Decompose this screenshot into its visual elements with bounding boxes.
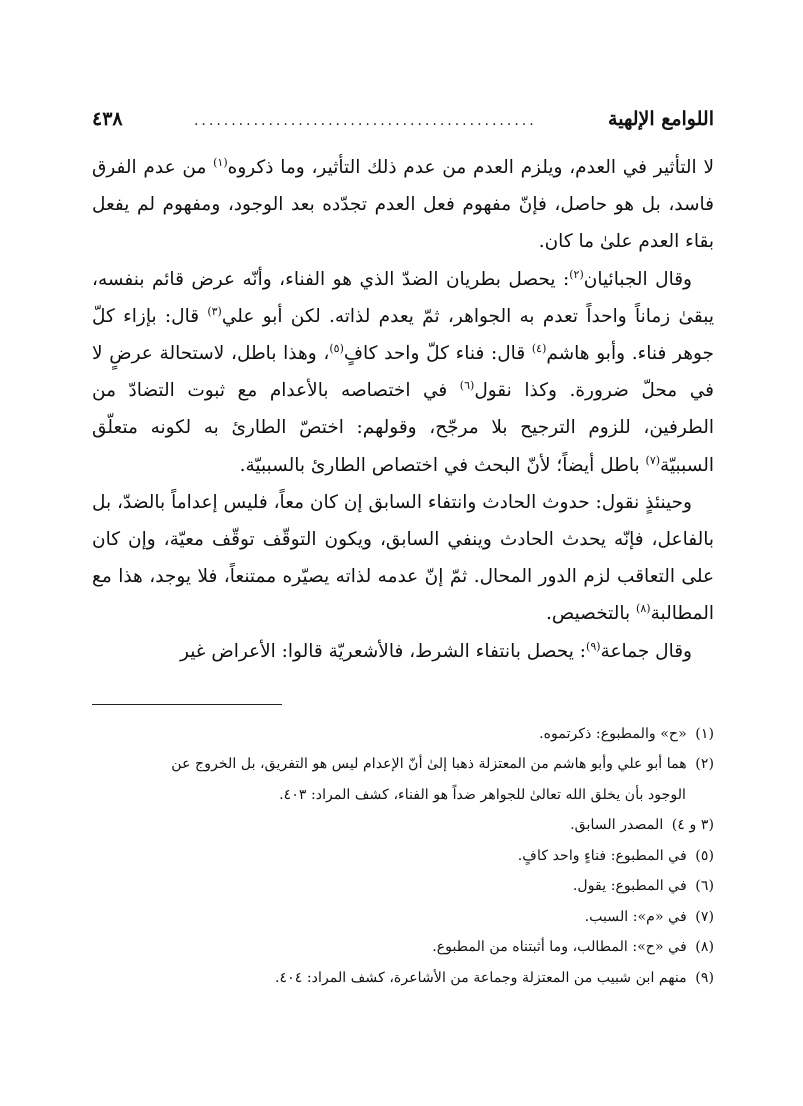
paragraph	[92, 261, 714, 484]
paragraph	[92, 633, 714, 670]
book-page	[92, 108, 714, 993]
paragraph-text: قال: بإزاء كلّ جوهر فناء. وأبو هاشم	[92, 305, 714, 365]
footnote-ref: (١)	[213, 155, 228, 169]
footnote-ref: (٦)	[459, 379, 475, 393]
paragraph-text: وقال جماعة	[600, 640, 692, 662]
paragraph-text: في اختصاصه بالأعدام مع ثبوت التضادّ من الطرفين، للزوم الترجيح بلا مرجّح، وقولهم: اختصّ الطارئ به لكونه متعلّق السببيّة	[92, 380, 714, 476]
paragraph-text: : يحصل بانتفاء الشرط، فالأشعريّة قالوا: الأعراض غير	[180, 640, 587, 662]
footnote-ref: (٥)	[329, 341, 344, 355]
footnotes	[92, 719, 714, 994]
footnote-separator	[92, 704, 282, 705]
paragraph-text: باطل أيضاً؛ لأنّ البحث في اختصاص الطارئ بالسببيّة.	[239, 454, 646, 476]
paragraph-text: من عدم الفرق فاسد، بل هو حاصل، فإنّ مفهوم فعل العدم تجدّده بعد الوجود، ومفهوم لم يفعل بقاء العدم علىٰ ما كان.	[92, 157, 714, 253]
page-header	[92, 108, 714, 139]
footnote-number: (٣ و ٤)	[671, 817, 714, 834]
footnote-number: (٨)	[695, 939, 714, 956]
footnote	[92, 871, 714, 902]
footnote-number: (٥)	[695, 847, 714, 864]
footnote-ref: (٢)	[569, 267, 584, 281]
footnote-number: (٩)	[695, 969, 714, 986]
footnote	[92, 810, 714, 841]
header-leader-dots: ..............................................	[193, 113, 537, 129]
footnote	[92, 932, 714, 963]
footnote	[92, 902, 714, 933]
footnote	[92, 963, 714, 994]
footnote-ref: (٧)	[645, 453, 661, 467]
paragraph-text: بالتخصيص.	[546, 603, 637, 625]
footnote-number: (٢)	[695, 756, 714, 773]
paragraph-text: وحينئذٍ نقول: حدوث الحادث وانتفاء السابق إن كان معاً، فليس إعداماً بالضدّ، بل بالفاعل، فإنّه يحدث الحادث وينفي السابق، ويكون التوقّف توقّف معيّة، وإن كان على التعاقب لزم الدور المحال. ثمّ إنّ عدمه لذاته يصيّره ممتنعاً، فلا يوجد، هذا مع المطالبة	[92, 491, 714, 625]
main-text	[92, 149, 714, 670]
footnote-text: في المطبوع: فناءٍ واحد كافٍ.	[517, 847, 692, 864]
footnote-text: في «ح»: المطالب، وما أثبتناه من المطبوع.	[432, 939, 692, 956]
paragraph-text: ، وهذا باطل، لاستحالة عرضٍ لا في محلّ ضرورة. وكذا نقول	[92, 343, 714, 402]
page-number: ٤٣٨	[92, 108, 123, 130]
footnote-text: «ح» والمطبوع: ذكرتموه.	[539, 725, 692, 742]
paragraph-text: : يحصل بطريان الضدّ الذي هو الفناء، وأنّه عرض قائم بنفسه، يبقىٰ زماناً واحداً تعدم به الجواهر، ثمّ يعدم لذاته. لكن أبو علي	[92, 268, 714, 327]
footnote	[92, 719, 714, 750]
paragraph-text: لا التأثير في العدم، ويلزم العدم من عدم ذلك التأثير، وما ذكروه	[227, 157, 714, 178]
footnote-text: منهم ابن شبيب من المعتزلة وجماعة من الأشاعرة، كشف المراد: ٤٠٤.	[275, 969, 692, 986]
footnote-number: (١)	[695, 725, 714, 742]
paragraph	[92, 149, 714, 261]
footnote-number: (٧)	[695, 908, 714, 925]
footnote-text: في المطبوع: يقول.	[572, 878, 692, 895]
footnote	[92, 749, 714, 780]
footnote-number: (٦)	[695, 878, 714, 895]
running-title: اللوامع الإلهية	[608, 108, 714, 130]
paragraph	[92, 484, 714, 633]
footnote-ref: (٣)	[207, 304, 222, 318]
paragraph-text: وقال الجبائيان	[583, 268, 692, 290]
footnote-continuation: الوجود بأن يخلق الله تعالىٰ للجواهر ضداً هو الفناء، كشف المراد: ٤٠٣.	[279, 786, 686, 803]
footnote-text: هما أبو علي وأبو هاشم من المعتزلة ذهبا إلىٰ أنّ الإعدام ليس هو التفريق، بل الخروج عن	[171, 756, 692, 773]
paragraph-text: قال: فناء كلّ واحد كافٍ	[343, 343, 532, 365]
footnote-ref: (٩)	[586, 639, 601, 653]
footnote-ref: (٨)	[636, 602, 651, 616]
footnote-text: في «م»: السبب.	[584, 908, 692, 925]
footnote	[92, 841, 714, 872]
footnote-text: المصدر السابق.	[570, 817, 668, 834]
footnote-ref: (٤)	[531, 341, 547, 355]
